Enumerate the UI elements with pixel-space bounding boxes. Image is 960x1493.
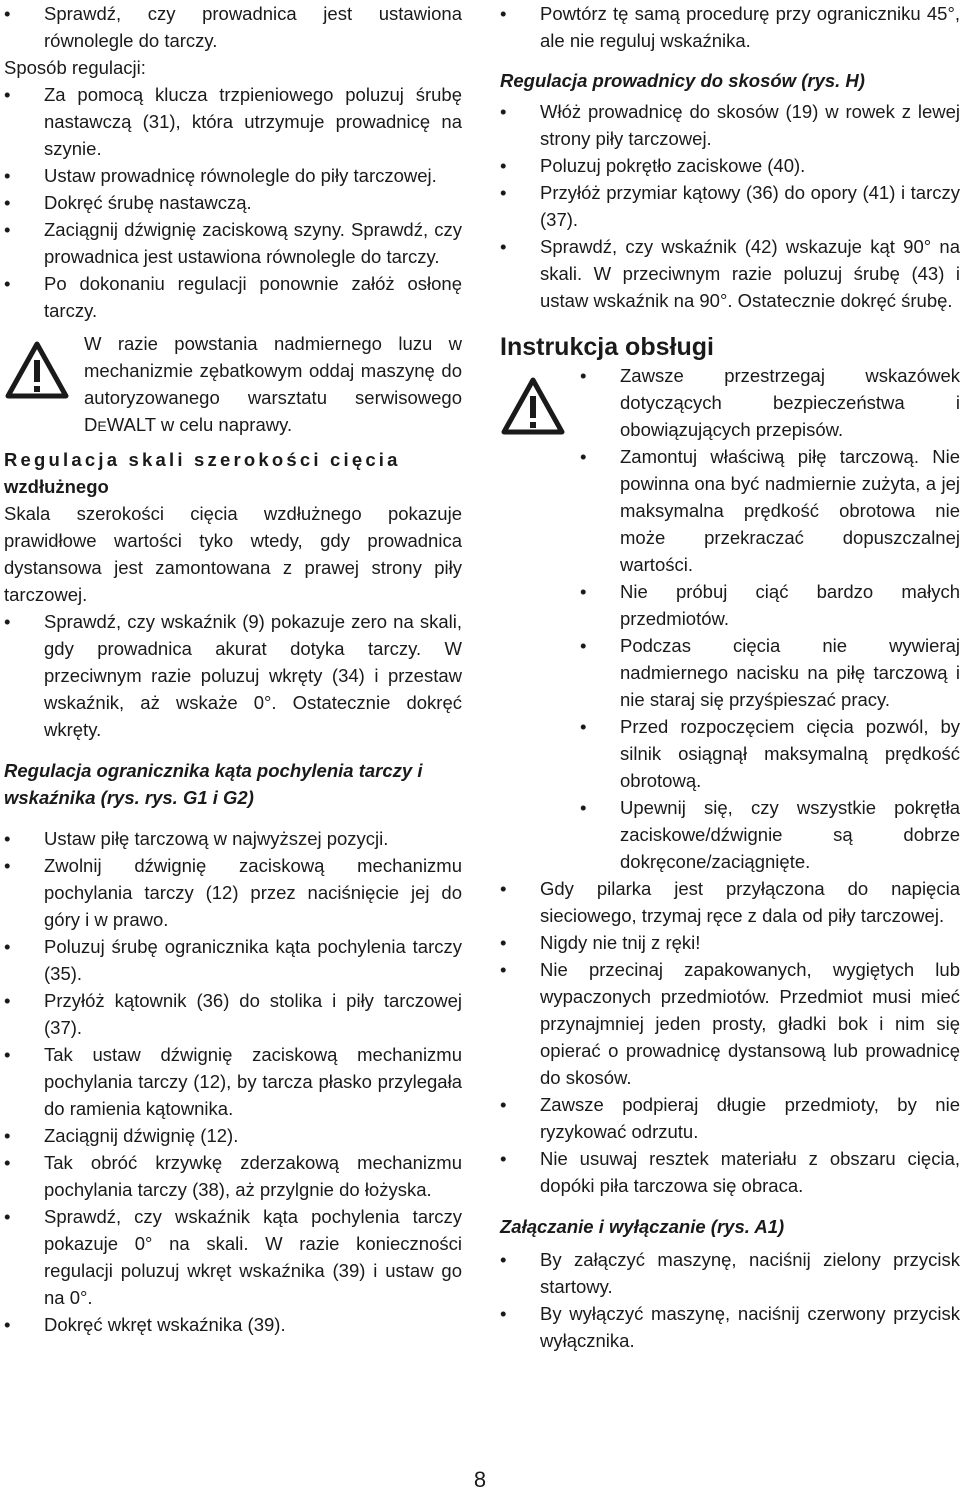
section-heading-instructions: Instrukcja obsługi <box>500 333 714 361</box>
list-item: • Poluzuj śrubę ogranicznika kąta pochylenia tarczy (35). <box>4 933 462 987</box>
list-item: • Zwolnij dźwignię zaciskową mechanizmu pochylania tarczy (12) przez naciśnięcie jej do góry i w prawo. <box>4 852 462 933</box>
warning-block <box>4 330 462 440</box>
bevel-list <box>4 825 462 1338</box>
left-column <box>4 0 462 1338</box>
list-item: • Ustaw prowadnicę równolegle do piły tarczowej. <box>4 162 462 189</box>
list-item: • Zaciągnij dźwignię zaciskową szyny. Sprawdź, czy prowadnica jest ustawiona równolegle do tarczy. <box>4 216 462 270</box>
list-item: • Ustaw piłę tarczową w najwyższej pozycji. <box>4 825 462 852</box>
switch-list <box>500 1246 960 1354</box>
list-item: • Sprawdź, czy wskaźnik kąta pochylenia tarczy pokazuje 0° na skali. W razie konieczności regulacji poluzuj wkręt wskaźnika (39) i ustaw go na 0°. <box>4 1203 462 1311</box>
page-number: 8 <box>473 1467 487 1492</box>
list-item: • Przed rozpoczęciem cięcia pozwól, by silnik osiągnął maksymalną prędkość obrotową. <box>580 713 960 794</box>
instructions-list <box>500 875 960 1199</box>
list-item: • Zawsze przestrzegaj wskazówek dotyczących bezpieczeństwa i obowiązujących przepisów. <box>580 362 960 443</box>
list-item: • Nigdy nie tnij z ręki! <box>500 929 960 956</box>
section-heading-switch: Załączanie i wyłączanie (rys. A1) <box>500 1216 785 1237</box>
mitre-list <box>500 98 960 314</box>
list-item: • By wyłączyć maszynę, naciśnij czerwony przycisk wyłącznika. <box>500 1300 960 1354</box>
list-item: • Nie próbuj ciąć bardzo małych przedmiotów. <box>580 578 960 632</box>
method-label: Sposób regulacji: <box>4 57 146 78</box>
scale-body: Skala szerokości cięcia wzdłużnego pokazuje prawidłowe wartości tyko wtedy, gdy prowadnica dystansowa jest zamontowana z prawej strony piły tarczowej. <box>4 503 462 605</box>
scale-list <box>4 608 462 743</box>
list-item: • Zamontuj właściwą piłę tarczową. Nie powinna ona być nadmiernie zużyta, a jej maksymalna prędkość obrotowa nie może przekraczać dopuszczalnej wartości. <box>580 443 960 578</box>
list-item: • Gdy pilarka jest przyłączona do napięcia sieciowego, trzymaj ręce z dala od piły tarczowej. <box>500 875 960 929</box>
list-item: • Upewnij się, czy wszystkie pokrętła zaciskowe/dźwignie są dobrze dokręcone/zaciągnięte. <box>580 794 960 875</box>
list-item: • Sprawdź, czy prowadnica jest ustawiona równolegle do tarczy. <box>4 0 462 54</box>
list-item: • Nie usuwaj resztek materiału z obszaru cięcia, dopóki piła tarczowa się obraca. <box>500 1145 960 1199</box>
list-item: • Podczas cięcia nie wywieraj nadmiernego nacisku na piłę tarczową i nie staraj się przyśpieszać pracy. <box>580 632 960 713</box>
list-item: • Zaciągnij dźwignię (12). <box>4 1122 462 1149</box>
warning-text: W razie powstania nadmiernego luzu w mechanizmie zębatkowym oddaj maszynę do autoryzowanego warsztatu serwisowego DEWALT w celu naprawy. <box>84 333 462 435</box>
list-item: • Sprawdź, czy wskaźnik (9) pokazuje zero na skali, gdy prowadnica akurat dotyka tarczy. W przeciwnym razie poluzuj wkręty (34) i przestaw wskaźnik, aż wskaże 0°. Ostatecznie dokręć wkręty. <box>4 608 462 743</box>
top-list-right <box>500 0 960 54</box>
top-list <box>4 0 462 54</box>
section-heading-mitre: Regulacja prowadnicy do skosów (rys. H) <box>500 70 865 91</box>
section-heading-scale: Regulacja skali szerokości cięcia <box>4 449 401 470</box>
list-item: • Tak ustaw dźwignię zaciskową mechanizmu pochylania tarczy (12), by tarcza płasko przylegała do ramienia kątownika. <box>4 1041 462 1122</box>
list-item: • Za pomocą klucza trzpieniowego poluzuj śrubę nastawczą (31), która utrzymuje prowadnicę na szynie. <box>4 81 462 162</box>
list-item: • Zawsze podpieraj długie przedmioty, by nie ryzykować odrzutu. <box>500 1091 960 1145</box>
section-heading-bevel: Regulacja ogranicznika kąta pochylenia tarczy i wskaźnika (rys. rys. G1 i G2) <box>4 760 423 808</box>
list-item: • Powtórz tę samą procedurę przy ograniczniku 45°, ale nie reguluj wskaźnika. <box>500 0 960 54</box>
warning-list <box>580 362 960 875</box>
list-item: • Dokręć wkręt wskaźnika (39). <box>4 1311 462 1338</box>
list-item: • Po dokonaniu regulacji ponownie załóż osłonę tarczy. <box>4 270 462 324</box>
list-item: • Poluzuj pokrętło zaciskowe (40). <box>500 152 960 179</box>
warning-triangle-icon <box>4 340 70 400</box>
section-heading-scale-2: wzdłużnego <box>4 476 109 497</box>
list-item: • By załączyć maszynę, naciśnij zielony przycisk startowy. <box>500 1246 960 1300</box>
list-item: • Włóż prowadnicę do skosów (19) w rowek z lewej strony piły tarczowej. <box>500 98 960 152</box>
right-column <box>500 0 960 1354</box>
list-item: • Tak obróć krzywkę zderzakową mechanizmu pochylania tarczy (38), aż przylgnie do łożyska. <box>4 1149 462 1203</box>
list-item: • Sprawdź, czy wskaźnik (42) wskazuje kąt 90° na skali. W przeciwnym razie poluzuj śrubę (43) i ustaw wskaźnik na 90°. Ostatecznie dokręć śrubę. <box>500 233 960 314</box>
warning-block-instructions <box>500 362 960 875</box>
list-item: • Dokręć śrubę nastawczą. <box>4 189 462 216</box>
list-item: • Przyłóż przymiar kątowy (36) do opory (41) i tarczy (37). <box>500 179 960 233</box>
warning-triangle-icon <box>500 376 566 436</box>
list-item: • Przyłóż kątownik (36) do stolika i piły tarczowej (37). <box>4 987 462 1041</box>
list-item: • Nie przecinaj zapakowanych, wygiętych lub wypaczonych przedmiotów. Przedmiot musi mieć przynajmniej jeden prosty, gładki bok i nim się opierać o prowadnicę dystansową lub prowadnicę do skosów. <box>500 956 960 1091</box>
method-list <box>4 81 462 324</box>
